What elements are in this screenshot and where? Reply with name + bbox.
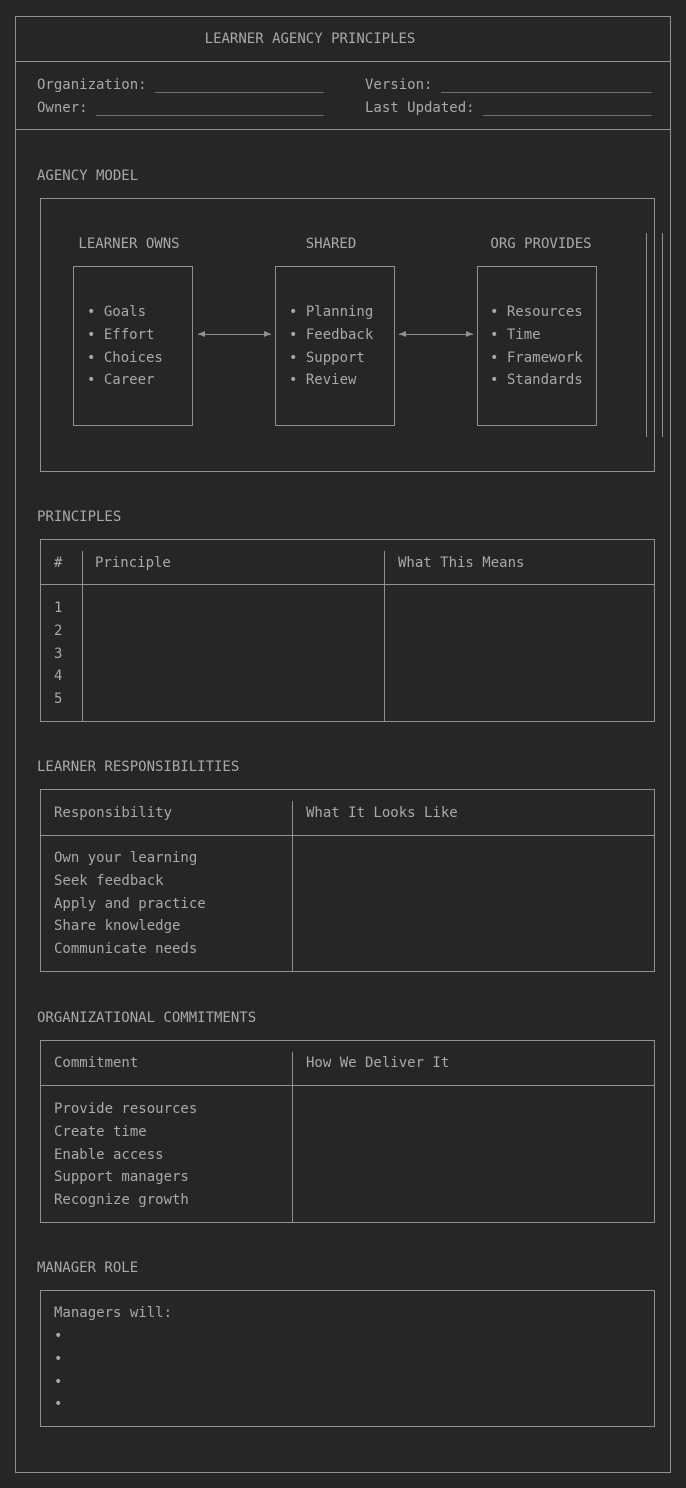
org-provides-list: [490, 301, 583, 392]
table-header-divider: [40, 584, 655, 585]
column-header-meaning: What This Means: [398, 555, 525, 571]
column-header-deliver: How We Deliver It: [306, 1055, 450, 1071]
list-item: • Support: [289, 349, 365, 366]
table-column-divider: [292, 1052, 293, 1223]
table-row: Communicate needs: [54, 941, 198, 958]
table-column-divider: [82, 551, 83, 722]
learner-owns-list: [87, 301, 163, 392]
meta-divider: [15, 129, 671, 130]
table-column-divider: [384, 551, 385, 722]
table-column-divider: [292, 801, 293, 972]
table-row: Seek feedback: [54, 872, 164, 889]
commitments-heading: ORGANIZATIONAL COMMITMENTS: [37, 1010, 257, 1026]
list-item: • Framework: [490, 349, 583, 366]
responsibilities-rows: [54, 847, 206, 961]
list-item: •: [54, 1328, 63, 1344]
agency-model-edge: [646, 233, 647, 437]
list-item: • Choices: [87, 349, 163, 366]
list-item: • Standards: [490, 372, 583, 389]
table-row: Support managers: [54, 1169, 189, 1186]
table-row: 4: [54, 668, 63, 685]
table-row: Enable access: [54, 1146, 164, 1163]
title-divider: [15, 61, 671, 62]
column-header-responsibility: Responsibility: [54, 805, 173, 821]
list-item: • Effort: [87, 326, 155, 343]
commitments-rows: [54, 1098, 197, 1212]
list-item: • Career: [87, 372, 155, 389]
table-row: 5: [54, 691, 63, 708]
manager-role-heading: MANAGER ROLE: [37, 1260, 139, 1276]
shared-list: [289, 301, 373, 392]
manager-bullets: [54, 1325, 62, 1416]
table-row: Recognize growth: [54, 1192, 189, 1209]
table-row: Apply and practice: [54, 895, 206, 912]
list-item: • Goals: [87, 304, 147, 320]
table-header-divider: [40, 1085, 655, 1086]
list-item: • Planning: [289, 304, 374, 320]
organization-field[interactable]: Organization: ____________________: [37, 77, 324, 93]
list-item: •: [54, 1396, 63, 1413]
table-row: Own your learning: [54, 850, 198, 866]
column-header-principle: Principle: [95, 555, 171, 571]
column-header-commitment: Commitment: [54, 1055, 139, 1071]
list-item: • Review: [289, 372, 357, 389]
list-item: • Resources: [490, 304, 583, 320]
agency-model-edge: [662, 233, 663, 437]
manager-intro: Managers will:: [54, 1305, 173, 1321]
list-item: •: [54, 1350, 63, 1367]
bidirectional-arrow-icon: [198, 334, 271, 335]
last-updated-field[interactable]: Last Updated: ____________________: [365, 100, 652, 116]
agency-model-heading: AGENCY MODEL: [37, 168, 139, 184]
principles-heading: PRINCIPLES: [37, 509, 122, 525]
list-item: •: [54, 1373, 63, 1390]
table-row: Share knowledge: [54, 918, 181, 935]
owner-field[interactable]: Owner: ___________________________: [37, 100, 324, 116]
org-provides-title: ORG PROVIDES: [490, 236, 592, 252]
table-header-divider: [40, 835, 655, 836]
table-row: Create time: [54, 1123, 147, 1140]
column-header-number: #: [54, 555, 63, 571]
table-row: Provide resources: [54, 1101, 198, 1117]
learner-owns-title: LEARNER OWNS: [78, 236, 180, 252]
shared-title: SHARED: [305, 236, 357, 252]
list-item: • Time: [490, 326, 541, 343]
table-row: 1: [54, 600, 63, 616]
column-header-looks-like: What It Looks Like: [306, 805, 458, 821]
list-item: • Feedback: [289, 326, 374, 343]
bidirectional-arrow-icon: [399, 334, 473, 335]
table-row: 3: [54, 645, 63, 662]
responsibilities-heading: LEARNER RESPONSIBILITIES: [37, 759, 240, 775]
version-field[interactable]: Version: _________________________: [365, 77, 652, 93]
table-row: 2: [54, 622, 63, 639]
page-title: LEARNER AGENCY PRINCIPLES: [204, 31, 416, 47]
principles-rows: [54, 597, 62, 711]
